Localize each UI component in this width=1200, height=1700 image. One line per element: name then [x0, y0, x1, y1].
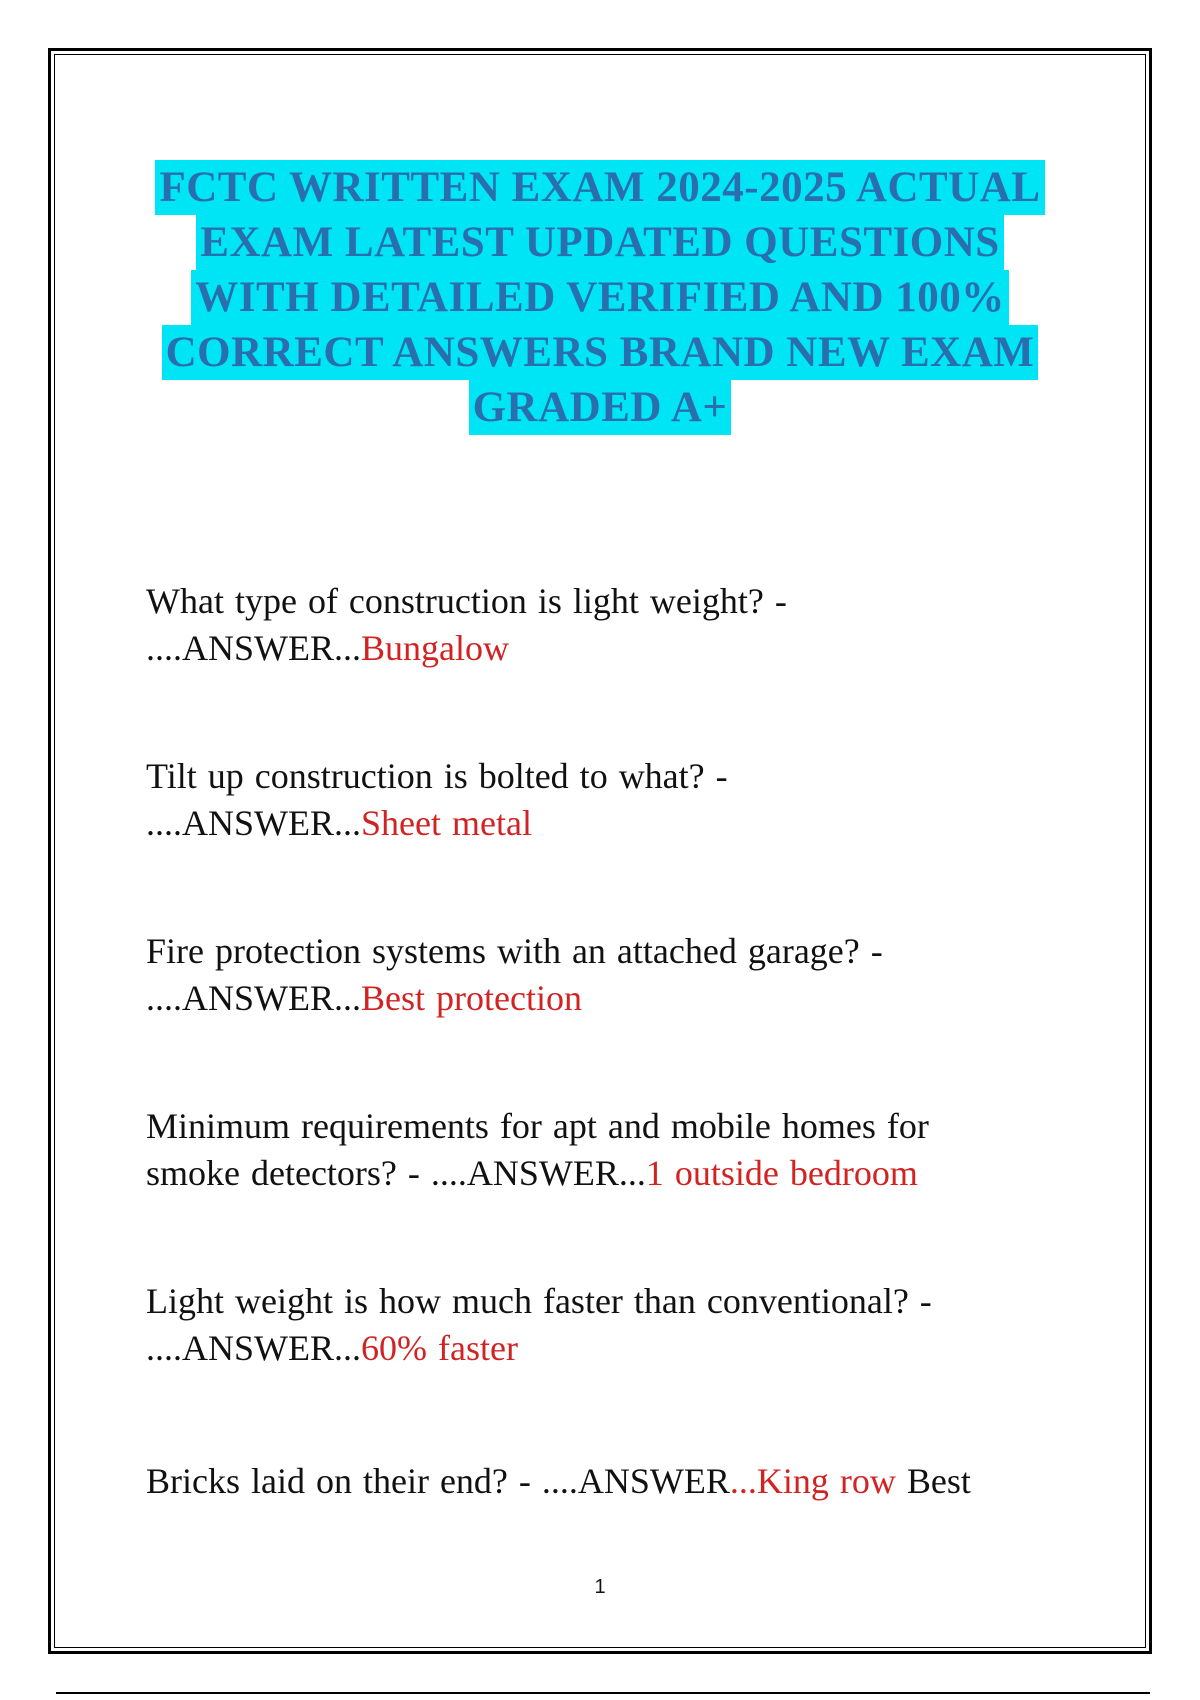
question-item-6: [146, 1458, 1046, 1505]
answer-text: ...King row: [729, 1461, 896, 1501]
answer-label: ....ANSWER...: [146, 803, 361, 843]
bottom-rule: [56, 1692, 1150, 1694]
title-line-2: EXAM LATEST UPDATED QUESTIONS: [196, 215, 1003, 270]
question-item-4: [146, 1103, 1046, 1197]
page-number: 1: [594, 1576, 606, 1598]
question-text: Light weight is how much faster than conventional? -: [146, 1281, 932, 1321]
answer-text: Bungalow: [361, 628, 509, 668]
question-text: Bricks laid on their end? - ....ANSWER: [146, 1461, 730, 1501]
question-item-1: [146, 578, 1046, 672]
question-text: Minimum requirements for apt and mobile homes for: [146, 1106, 929, 1146]
answer-label: smoke detectors? - ....ANSWER...: [146, 1153, 646, 1193]
title-line-5: GRADED A+: [469, 380, 732, 435]
document-title: [100, 160, 1100, 435]
title-line-4: CORRECT ANSWERS BRAND NEW EXAM: [162, 325, 1039, 380]
answer-label: ....ANSWER...: [146, 978, 361, 1018]
answer-text: 60% faster: [361, 1328, 518, 1368]
title-line-1: FCTC WRITTEN EXAM 2024-2025 ACTUAL: [155, 160, 1044, 215]
question-text: What type of construction is light weight? -: [146, 581, 787, 621]
answer-text: Sheet metal: [361, 803, 532, 843]
question-item-2: [146, 753, 1046, 847]
answer-label: ....ANSWER...: [146, 1328, 361, 1368]
question-text: Fire protection systems with an attached garage? -: [146, 931, 883, 971]
answer-text: Best protection: [361, 978, 582, 1018]
question-text: Tilt up construction is bolted to what? -: [146, 756, 728, 796]
question-item-5: [146, 1278, 1046, 1372]
title-line-3: WITH DETAILED VERIFIED AND 100%: [191, 270, 1009, 325]
answer-text: 1 outside bedroom: [645, 1153, 918, 1193]
answer-label: ....ANSWER...: [146, 628, 361, 668]
question-item-3: [146, 928, 1046, 1022]
trailing-text: Best: [906, 1461, 971, 1501]
